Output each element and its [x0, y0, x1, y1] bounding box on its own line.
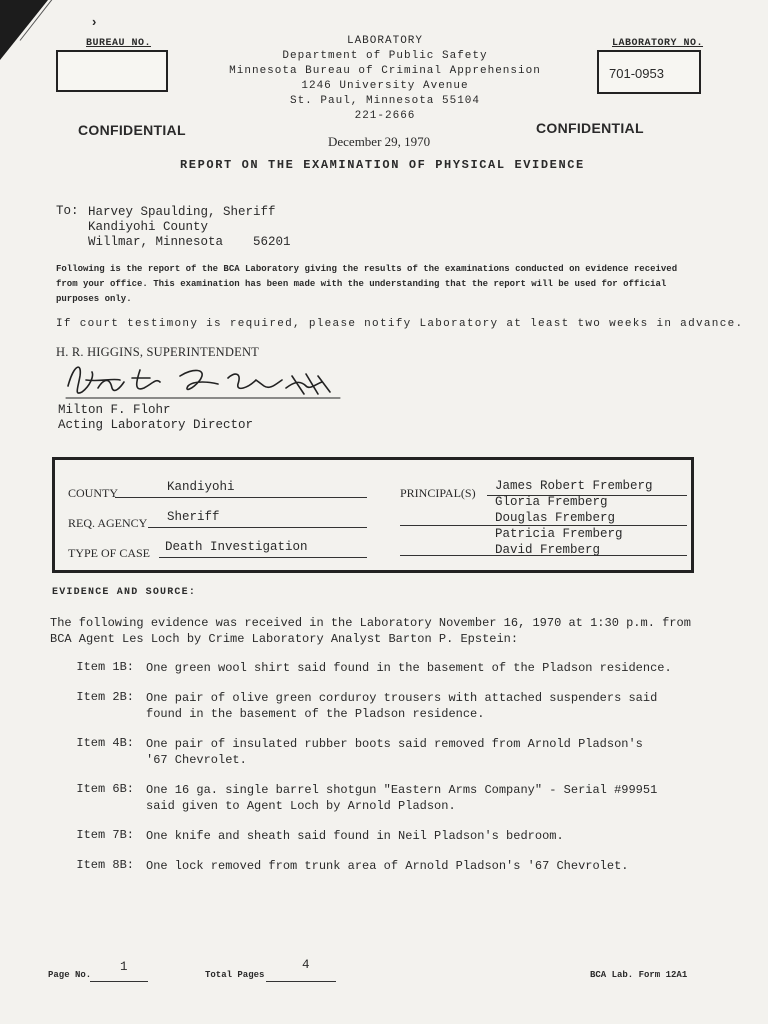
item-label: Item 7B: [76, 828, 134, 842]
letterhead-line: Department of Public Safety [282, 50, 488, 62]
item-label: Item 6B: [76, 782, 134, 796]
signer-title: Acting Laboratory Director [58, 418, 254, 432]
item-line: One pair of insulated rubber boots said removed from Arnold Pladson's [146, 737, 643, 751]
laboratory-no-value: 701-0953 [609, 66, 664, 81]
court-notice: If court testimony is required, please notify Laboratory at least two weeks in advance. [56, 318, 744, 330]
bureau-no-label: BUREAU NO. [86, 38, 152, 49]
laboratory-no-label: LABORATORY NO. [612, 38, 704, 49]
evidence-intro-line: The following evidence was received in the Laboratory November 16, 1970 at 1:30 p.m. from [50, 616, 691, 630]
letterhead-line: 221-2666 [354, 110, 416, 122]
corner-mark [0, 0, 48, 60]
signer-block [58, 403, 253, 433]
evidence-item [56, 690, 696, 722]
principal-name: David Fremberg [495, 543, 601, 557]
evidence-intro-line: BCA Agent Les Loch by Crime Laboratory Analyst Barton P. Epstein: [50, 632, 519, 646]
page-no-value: 1 [120, 960, 128, 974]
preamble-line: Following is the report of the BCA Laboratory giving the results of the examinations conducted on evidence received [56, 264, 678, 274]
letterhead-line: 1246 University Avenue [301, 80, 469, 92]
form-number: BCA Lab. Form 12A1 [590, 970, 688, 980]
principals-label: PRINCIPAL(S) [400, 486, 476, 500]
type-value: Death Investigation [165, 540, 308, 554]
page-no-label: Page No. [48, 970, 92, 980]
total-pages-value: 4 [302, 958, 310, 972]
evidence-item [56, 782, 696, 814]
evidence-heading: EVIDENCE AND SOURCE: [52, 587, 197, 598]
signer-name: Milton F. Flohr [58, 403, 171, 417]
item-label: Item 8B: [76, 858, 134, 872]
signature [60, 358, 360, 404]
addressee-line: Willmar, Minnesota 56201 [88, 235, 291, 249]
item-line: One knife and sheath said found in Neil Pladson's bedroom. [146, 829, 564, 843]
report-date: December 29, 1970 [328, 134, 431, 149]
superintendent: H. R. HIGGINS, SUPERINTENDENT [56, 345, 260, 359]
confidential-right: CONFIDENTIAL [536, 120, 644, 136]
preamble [56, 262, 716, 307]
tick-mark: › [92, 14, 97, 29]
item-description [146, 828, 564, 844]
item-line: One green wool shirt said found in the basement of the Pladson residence. [146, 661, 672, 675]
item-label: Item 2B: [76, 690, 134, 704]
evidence-items [56, 660, 696, 888]
item-description [146, 782, 657, 814]
type-underline [159, 557, 367, 558]
laboratory-no-box [597, 50, 701, 94]
principal-name: Gloria Fremberg [495, 495, 608, 509]
item-line: '67 Chevrolet. [146, 753, 247, 767]
bureau-no-box [56, 50, 168, 92]
item-line: found in the basement of the Pladson residence. [146, 707, 485, 721]
letterhead [220, 34, 550, 124]
addressee-line: Kandiyohi County [88, 220, 209, 234]
evidence-item [56, 828, 696, 844]
item-line: One lock removed from trunk area of Arnold Pladson's '67 Chevrolet. [146, 859, 629, 873]
to-label: To: [56, 204, 79, 218]
preamble-line: purposes only. [56, 294, 132, 304]
addressee-block [88, 205, 291, 250]
agency-value: Sheriff [167, 510, 220, 524]
item-line: One 16 ga. single barrel shotgun "Eastern Arms Company" - Serial #99951 [146, 783, 658, 797]
page-no-underline [90, 981, 148, 982]
item-label: Item 1B: [76, 660, 134, 674]
item-description [146, 660, 672, 676]
principal-name: Douglas Fremberg [495, 511, 616, 525]
item-description [146, 858, 628, 874]
item-line: said given to Agent Loch by Arnold Pladson. [146, 799, 456, 813]
total-pages-label: Total Pages [205, 970, 265, 980]
agency-underline [148, 527, 367, 528]
letterhead-line: St. Paul, Minnesota 55104 [289, 95, 481, 107]
item-description [146, 690, 657, 722]
principal-name: Patricia Fremberg [495, 527, 623, 541]
evidence-intro [50, 615, 691, 647]
preamble-line: from your office. This examination has been made with the understanding that the report will be used for official [56, 279, 667, 289]
case-info-box [52, 457, 694, 573]
evidence-item [56, 660, 696, 676]
county-underline [115, 497, 367, 498]
principals-list [495, 478, 653, 558]
evidence-item [56, 858, 696, 874]
item-description [146, 736, 643, 768]
addressee-line: Harvey Spaulding, Sheriff [88, 205, 276, 219]
letterhead-line: LABORATORY [346, 35, 423, 47]
item-line: One pair of olive green corduroy trousers with attached suspenders said [146, 691, 658, 705]
type-label: TYPE OF CASE [68, 546, 151, 560]
letterhead-line: Minnesota Bureau of Criminal Apprehension [229, 65, 541, 77]
item-label: Item 4B: [76, 736, 134, 750]
principal-name: James Robert Fremberg [495, 479, 653, 493]
report-title: REPORT ON THE EXAMINATION OF PHYSICAL EVIDENCE [180, 158, 585, 172]
agency-label: REQ. AGENCY [68, 516, 148, 530]
county-label: COUNTY [68, 486, 118, 500]
total-pages-underline [266, 981, 336, 982]
evidence-item [56, 736, 696, 768]
confidential-left: CONFIDENTIAL [78, 122, 186, 138]
county-value: Kandiyohi [167, 480, 235, 494]
